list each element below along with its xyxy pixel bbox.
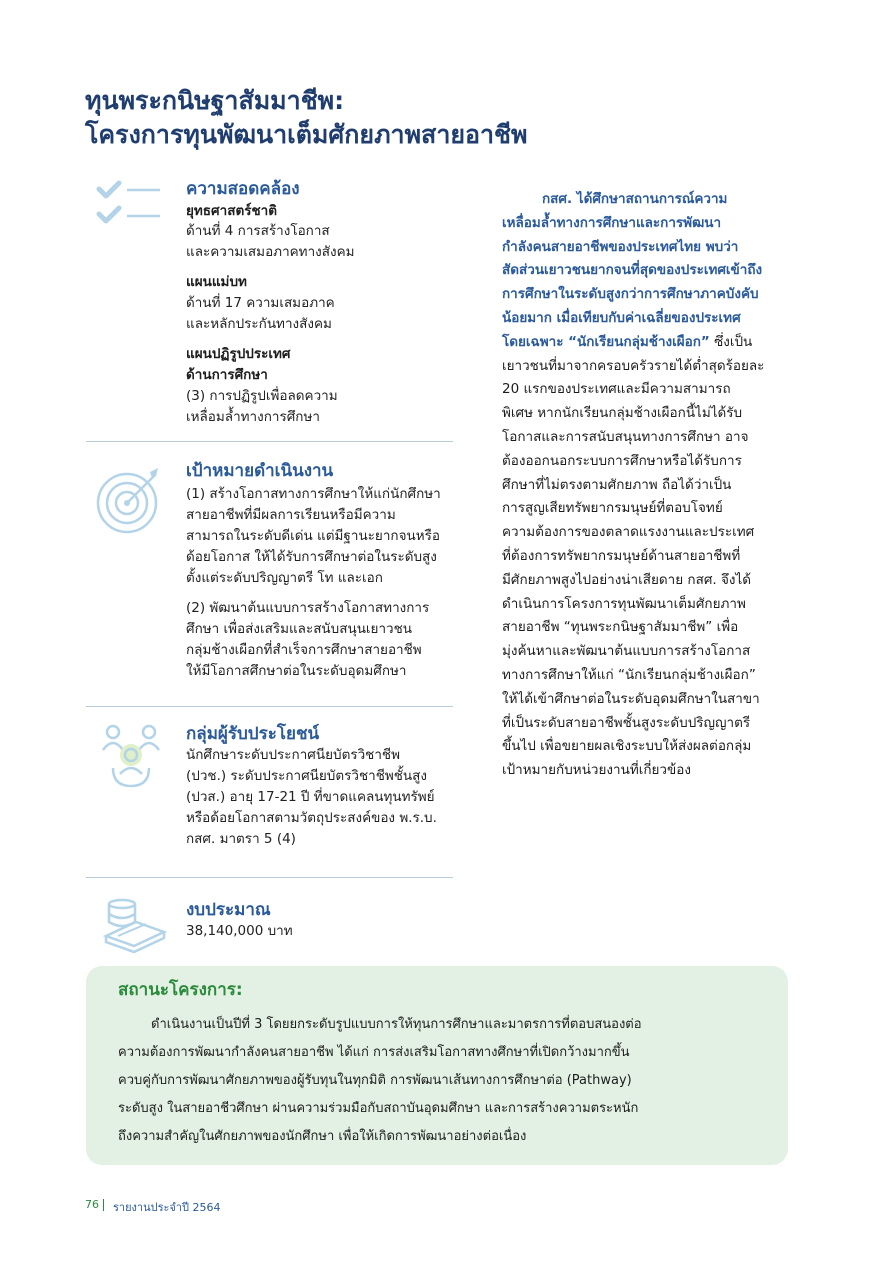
goal1-line-1: (1) สร้างโอกาสทางการศึกษาให้แก่นักศึกษา <box>186 486 441 502</box>
goal2-line-1: (2) พัฒนาต้นแบบการสร้างโอกาสทางการ <box>186 600 430 616</box>
budget-amount: 38,140,000 บาท <box>186 923 293 939</box>
right-body-line: โอกาสและการสนับสนุนทางการศึกษา อาจ <box>502 428 749 445</box>
beneficiaries-line-1: นักศึกษาระดับประกาศนียบัตรวิชาชีพ <box>186 747 400 763</box>
budget-heading: งบประมาณ <box>186 900 271 920</box>
page-number: 76 <box>85 1198 99 1211</box>
beneficiaries-heading: กลุ่มผู้รับประโยชน์ <box>186 724 320 744</box>
status-line-3: ควบคู่กับการพัฒนาศักยภาพของผู้รับทุนในทุกมิติ การพัฒนาเส้นทางการศึกษาต่อ (Pathway) <box>118 1073 632 1088</box>
right-body-line: เป้าหมายกับหน่วยงานที่เกี่ยวข้อง <box>502 762 691 779</box>
right-body-line: ความต้องการของตลาดแรงงานและประเทศ <box>502 524 755 541</box>
right-body-line: ที่เป็นระดับสายอาชีพชั้นสูงระดับปริญญาตรี <box>502 714 751 731</box>
right-highlight-line: เหลื่อมล้ำทางการศึกษาและการพัฒนา <box>502 214 722 231</box>
goal2-line-3: กลุ่มช้างเผือกที่สำเร็จการศึกษาสายอาชีพ <box>186 642 422 658</box>
reform-label-1: แผนปฏิรูปประเทศ <box>186 346 291 362</box>
goal1-line-2: สายอาชีพที่มีผลการเรียนหรือมีความ <box>186 507 396 523</box>
right-body-line: สายอาชีพ “ทุนพระกนิษฐาสัมมาชีพ” เพื่อ <box>502 619 739 636</box>
status-heading: สถานะโครงการ: <box>118 980 243 1000</box>
section-divider <box>86 706 453 707</box>
beneficiaries-line-5: กสศ. มาตรา 5 (4) <box>186 831 296 847</box>
page-title-line-1: ทุนพระกนิษฐาสัมมาชีพ: <box>85 86 345 115</box>
status-line-2: ความต้องการพัฒนากำลังคนสายอาชีพ ได้แก่ การส่งเสริมโอกาสทางศึกษาที่เปิดกว้างมากขึ้น <box>118 1045 630 1060</box>
target-icon <box>96 466 166 536</box>
right-body-line: พิเศษ หากนักเรียนกลุ่มช้างเผือกนี้ไม่ได้รับ <box>502 405 743 422</box>
strategy-label: ยุทธศาสตร์ชาติ <box>186 203 277 219</box>
right-body-line: ทางการศึกษาให้แก่ “นักเรียนกลุ่มช้างเผือก” <box>502 666 756 683</box>
goal1-line-3: สามารถในระดับดีเด่น แต่มีฐานะยากจนหรือ <box>186 528 440 544</box>
masterplan-label: แผนแม่บท <box>186 274 247 290</box>
right-body-line: เยาวชนที่มาจากครอบครัวรายได้ต่ำสุดร้อยละ <box>502 357 765 374</box>
right-column-text <box>502 188 787 783</box>
right-body-line: ที่ต้องการทรัพยากรมนุษย์ด้านสายอาชีพที่ <box>502 547 741 564</box>
right-body-line: ให้ได้เข้าศึกษาต่อในระดับอุดมศึกษาในสาขา <box>502 690 760 707</box>
reform-text-1: (3) การปฏิรูปเพื่อลดความ <box>186 388 338 404</box>
goal2-line-4: ให้มีโอกาสศึกษาต่อในระดับอุดมศึกษา <box>186 663 407 679</box>
money-stack-icon <box>102 896 168 954</box>
right-highlight-line: กำลังคนสายอาชีพของประเทศไทย พบว่า <box>502 238 739 255</box>
goal2-line-2: ศึกษา เพื่อส่งเสริมและสนับสนุนเยาวชน <box>186 621 413 637</box>
right-body-line: ดำเนินการโครงการทุนพัฒนาเต็มศักยภาพ <box>502 595 746 612</box>
right-highlight-line: โดยเฉพาะ “นักเรียนกลุ่มช้างเผือก” <box>502 333 710 350</box>
right-body-line: มุ่งค้นหาและพัฒนาต้นแบบการสร้างโอกาส <box>502 643 751 660</box>
footer-separator <box>103 1199 104 1211</box>
right-body-line: ต้องออกนอกระบบการศึกษาหรือได้รับการ <box>502 452 742 469</box>
beneficiaries-line-3: (ปวส.) อายุ 17-21 ปี ที่ขาดแคลนทุนทรัพย์ <box>186 789 435 805</box>
right-body-line: ขึ้นไป เพื่อขยายผลเชิงระบบให้ส่งผลต่อกลุ่ม <box>502 738 752 755</box>
people-group-icon <box>100 722 162 790</box>
goal1-line-4: ด้อยโอกาส ให้ได้รับการศึกษาต่อในระดับสูง <box>186 549 437 565</box>
right-highlight-line: กสศ. ได้ศึกษาสถานการณ์ความ <box>542 191 728 207</box>
section-divider <box>86 441 453 442</box>
status-line-1: ดำเนินงานเป็นปีที่ 3 โดยยกระดับรูปแบบการให้ทุนการศึกษาและมาตรการที่ตอบสนองต่อ <box>118 1017 642 1032</box>
right-body-line: ศึกษาที่ไม่ตรงตามศักยภาพ ถือได้ว่าเป็น <box>502 476 732 493</box>
strategy-text-1: ด้านที่ 4 การสร้างโอกาส <box>186 223 330 239</box>
right-highlight-line: น้อยมาก เมื่อเทียบกับค่าเฉลี่ยของประเทศ <box>502 309 741 326</box>
right-highlight-line: สัดส่วนเยาวชนยากจนที่สุดของประเทศเข้าถึง <box>502 262 763 279</box>
status-line-5: ถึงความสำคัญในศักยภาพของนักศึกษา เพื่อให้เกิดการพัฒนาอย่างต่อเนื่อง <box>118 1129 527 1144</box>
right-body-line: การสูญเสียทรัพยากรมนุษย์ที่ตอบโจทย์ <box>502 500 723 517</box>
report-name: รายงานประจำปี 2564 <box>113 1201 221 1214</box>
right-body-line: มีศักยภาพสูงไปอย่างน่าเสียดาย กสศ. จึงได้ <box>502 571 752 588</box>
page-title-line-2: โครงการทุนพัฒนาเต็มศักยภาพสายอาชีพ <box>85 120 528 149</box>
right-body-line: 20 แรกของประเทศและมีความสามารถ <box>502 381 731 398</box>
reform-label-2: ด้านการศึกษา <box>186 367 268 383</box>
right-body-tail: ซึ่งเป็น <box>709 333 753 350</box>
masterplan-text-1: ด้านที่ 17 ความเสมอภาค <box>186 295 335 311</box>
right-highlight-line: การศึกษาในระดับสูงกว่าการศึกษาภาคบังคับ <box>502 286 759 303</box>
reform-text-2: เหลื่อมล้ำทางการศึกษา <box>186 409 320 425</box>
beneficiaries-line-4: หรือด้อยโอกาสตามวัตถุประสงค์ของ พ.ร.บ. <box>186 810 437 826</box>
alignment-heading: ความสอดคล้อง <box>186 179 300 199</box>
status-line-4: ระดับสูง ในสายอาชีวศึกษา ผ่านความร่วมมือกับสถาบันอุดมศึกษา และการสร้างความตระหนัก <box>118 1101 639 1116</box>
checklist-icon <box>96 178 164 228</box>
goal1-line-5: ตั้งแต่ระดับปริญญาตรี โท และเอก <box>186 570 383 586</box>
masterplan-text-2: และหลักประกันทางสังคม <box>186 316 332 332</box>
beneficiaries-line-2: (ปวช.) ระดับประกาศนียบัตรวิชาชีพชั้นสูง <box>186 768 427 784</box>
strategy-text-2: และความเสมอภาคทางสังคม <box>186 244 355 260</box>
section-divider <box>86 877 453 878</box>
right-mixed-line <box>502 331 787 355</box>
goals-heading: เป้าหมายดำเนินงาน <box>186 461 334 481</box>
